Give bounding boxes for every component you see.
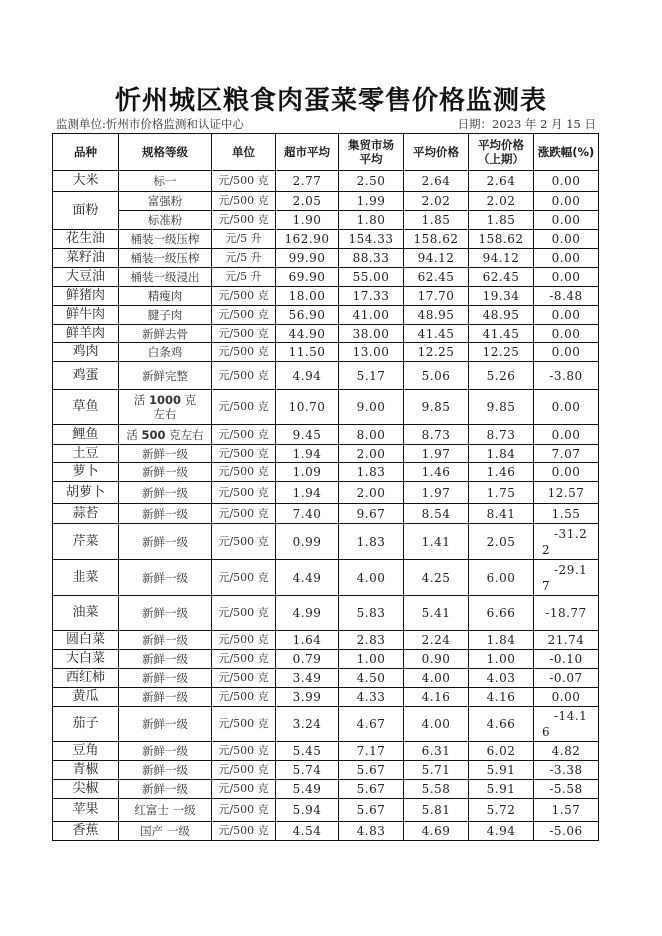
cell-avg-price: 5.58 [404,780,469,799]
cell-unit: 元/500 克 [212,306,276,325]
cell-prev-avg-price: 6.66 [469,596,534,631]
col-header-supermarket: 超市平均 [276,134,339,171]
cell-prev-avg-price: 4.16 [469,688,534,707]
cell-market-avg: 4.33 [339,688,404,707]
cell-change-pct: 7.07 [534,445,599,463]
cell-market-avg: 4.67 [339,707,404,742]
cell-prev-avg-price: 1.84 [469,445,534,463]
cell-market-avg: 4.00 [339,560,404,596]
cell-supermarket-avg: 1.64 [276,631,339,650]
cell-prev-avg-price: 19.34 [469,287,534,306]
cell-market-avg: 154.33 [339,230,404,249]
cell-unit: 元/500 克 [212,780,276,799]
table-row [53,631,599,650]
cell-supermarket-avg: 11.50 [276,343,339,362]
spec-suffix: 克左右 [165,427,204,442]
table-row [53,362,599,390]
cell-change-pct: 0.00 [534,211,599,230]
cell-change-pct: 0.00 [534,463,599,482]
table-row [53,707,599,742]
cell-supermarket-avg: 0.99 [276,524,339,560]
cell-change-pct: -18.77 [534,596,599,631]
cell-supermarket-avg: 5.45 [276,742,339,761]
cell-avg-price: 4.00 [404,669,469,688]
cell-change-pct: 1.57 [534,799,599,822]
cell-change-pct [534,707,599,742]
cell-unit: 元/500 克 [212,761,276,780]
table-row [53,524,599,560]
table-row [53,560,599,596]
cell-change-pct: -5.58 [534,780,599,799]
cell-supermarket-avg: 1.94 [276,445,339,463]
col-header-spec: 规格等级 [119,134,212,171]
cell-prev-avg-price: 2.64 [469,171,534,192]
cell-variety: 鲜猪肉 [53,287,119,306]
cell-change-pct: 1.55 [534,504,599,524]
cell-avg-price: 62.45 [404,268,469,287]
cell-avg-price: 2.64 [404,171,469,192]
cell-spec: 国产 一级 [119,822,212,841]
cell-unit: 元/500 克 [212,631,276,650]
table-row [53,669,599,688]
cell-variety: 胡萝卜 [53,482,119,504]
cell-change-pct [534,560,599,596]
cell-spec: 精瘦肉 [119,287,212,306]
cell-unit: 元/500 克 [212,799,276,822]
cell-market-avg: 5.17 [339,362,404,390]
table-row [53,742,599,761]
col-header-avg: 平均价格 [404,134,469,171]
col-header-prev-line1: 平均价格 [478,138,524,152]
cell-supermarket-avg: 4.49 [276,560,339,596]
table-row [53,390,599,425]
cell-variety: 萝卜 [53,463,119,482]
cell-spec [119,390,212,425]
cell-supermarket-avg: 3.24 [276,707,339,742]
cell-variety: 土豆 [53,445,119,463]
cell-prev-avg-price: 5.26 [469,362,534,390]
cell-variety: 鲜牛肉 [53,306,119,325]
cell-avg-price: 4.69 [404,822,469,841]
cell-supermarket-avg: 44.90 [276,325,339,343]
cell-variety: 茄子 [53,707,119,742]
cell-change-pct: 0.00 [534,192,599,211]
cell-avg-price: 4.25 [404,560,469,596]
cell-spec: 标准粉 [119,211,212,230]
table-row [53,287,599,306]
cell-variety: 蒜苔 [53,504,119,524]
cell-market-avg: 4.50 [339,669,404,688]
cell-market-avg: 9.67 [339,504,404,524]
cell-unit: 元/500 克 [212,560,276,596]
cell-prev-avg-price: 8.73 [469,425,534,445]
spec-number: 500 [141,427,166,442]
spec-number: 1000 [148,393,181,407]
cell-avg-price: 1.46 [404,463,469,482]
cell-variety: 鸡肉 [53,343,119,362]
change-value-wrapped: -29.17 [542,562,588,593]
table-row [53,325,599,343]
page-title: 忻州城区粮食肉蛋菜零售价格监测表 [114,86,547,116]
cell-variety: 大豆油 [53,268,119,287]
cell-unit: 元/500 克 [212,669,276,688]
cell-unit: 元/5 升 [212,249,276,268]
cell-prev-avg-price: 158.62 [469,230,534,249]
cell-unit: 元/500 克 [212,650,276,669]
cell-prev-avg-price: 4.03 [469,669,534,688]
cell-unit: 元/500 克 [212,287,276,306]
cell-change-pct: 0.00 [534,230,599,249]
col-header-unit: 单位 [212,134,276,171]
table-row [53,445,599,463]
cell-change-pct: 0.00 [534,306,599,325]
cell-market-avg: 38.00 [339,325,404,343]
cell-prev-avg-price: 94.12 [469,249,534,268]
cell-unit: 元/500 克 [212,325,276,343]
cell-unit: 元/500 克 [212,192,276,211]
cell-avg-price: 2.02 [404,192,469,211]
cell-spec: 新鲜一级 [119,482,212,504]
cell-unit: 元/500 克 [212,707,276,742]
cell-supermarket-avg: 2.77 [276,171,339,192]
cell-variety: 大白菜 [53,650,119,669]
cell-prev-avg-price: 5.91 [469,761,534,780]
cell-spec: 新鲜一级 [119,688,212,707]
table-row [53,425,599,445]
cell-unit: 元/5 升 [212,230,276,249]
cell-market-avg: 1.83 [339,524,404,560]
cell-avg-price: 6.31 [404,742,469,761]
cell-change-pct: 12.57 [534,482,599,504]
cell-spec: 新鲜一级 [119,560,212,596]
cell-spec: 新鲜一级 [119,650,212,669]
cell-spec: 白条鸡 [119,343,212,362]
cell-prev-avg-price: 41.45 [469,325,534,343]
cell-spec: 标一 [119,171,212,192]
cell-spec: 新鲜一级 [119,463,212,482]
table-row [53,306,599,325]
cell-change-pct: 0.00 [534,390,599,425]
table-row [53,596,599,631]
cell-market-avg: 41.00 [339,306,404,325]
cell-variety: 鲤鱼 [53,425,119,445]
cell-variety: 豆角 [53,742,119,761]
spec-prefix: 活 [126,427,142,442]
cell-spec: 新鲜一级 [119,707,212,742]
cell-unit: 元/500 克 [212,445,276,463]
cell-avg-price: 4.16 [404,688,469,707]
cell-supermarket-avg: 69.90 [276,268,339,287]
cell-variety: 菜籽油 [53,249,119,268]
cell-prev-avg-price: 4.66 [469,707,534,742]
table-row [53,780,599,799]
cell-spec: 新鲜一级 [119,669,212,688]
table-row [53,230,599,249]
cell-spec: 新鲜一级 [119,742,212,761]
cell-supermarket-avg: 4.54 [276,822,339,841]
cell-avg-price: 94.12 [404,249,469,268]
spec-prefix: 活 [133,393,149,407]
cell-market-avg: 17.33 [339,287,404,306]
cell-spec: 新鲜一级 [119,445,212,463]
cell-prev-avg-price: 1.75 [469,482,534,504]
cell-supermarket-avg: 3.49 [276,669,339,688]
cell-spec: 桶装一级浸出 [119,268,212,287]
cell-prev-avg-price: 1.84 [469,631,534,650]
cell-change-pct: -0.10 [534,650,599,669]
cell-prev-avg-price: 6.00 [469,560,534,596]
cell-avg-price: 1.97 [404,482,469,504]
col-header-prev-line2: （上期） [478,152,524,166]
cell-market-avg: 13.00 [339,343,404,362]
cell-change-pct: -3.80 [534,362,599,390]
cell-variety: 尖椒 [53,780,119,799]
table-row [53,463,599,482]
cell-change-pct: 0.00 [534,343,599,362]
cell-variety: 鸡蛋 [53,362,119,390]
cell-prev-avg-price: 62.45 [469,268,534,287]
cell-unit: 元/500 克 [212,688,276,707]
cell-spec: 新鲜一级 [119,761,212,780]
cell-prev-avg-price: 1.85 [469,211,534,230]
cell-market-avg: 7.17 [339,742,404,761]
cell-avg-price: 5.71 [404,761,469,780]
cell-market-avg: 2.00 [339,445,404,463]
cell-supermarket-avg: 5.94 [276,799,339,822]
cell-change-pct: -3.38 [534,761,599,780]
cell-change-pct: 0.00 [534,688,599,707]
table-row [53,192,599,211]
cell-avg-price: 8.73 [404,425,469,445]
cell-avg-price: 48.95 [404,306,469,325]
table-row [53,268,599,287]
cell-variety: 韭菜 [53,560,119,596]
cell-variety: 苹果 [53,799,119,822]
change-value-wrapped: -31.22 [542,526,588,557]
cell-avg-price: 8.54 [404,504,469,524]
cell-change-pct: 4.82 [534,742,599,761]
cell-market-avg: 5.83 [339,596,404,631]
table-row [53,343,599,362]
cell-avg-price: 0.90 [404,650,469,669]
cell-change-pct: 0.00 [534,325,599,343]
cell-variety: 西红柿 [53,669,119,688]
cell-market-avg: 2.50 [339,171,404,192]
change-value-wrapped: -14.16 [542,709,588,739]
table-row [53,799,599,822]
cell-prev-avg-price: 2.05 [469,524,534,560]
cell-supermarket-avg: 3.99 [276,688,339,707]
cell-market-avg: 1.83 [339,463,404,482]
table-row [53,171,599,192]
cell-variety: 草鱼 [53,390,119,425]
cell-variety: 油菜 [53,596,119,631]
report-date: 日期：2023 年 2 月 15 日 [457,117,596,131]
cell-avg-price: 5.41 [404,596,469,631]
cell-supermarket-avg: 7.40 [276,504,339,524]
cell-avg-price: 9.85 [404,390,469,425]
cell-avg-price: 158.62 [404,230,469,249]
cell-spec: 新鲜一级 [119,596,212,631]
cell-change-pct: -8.48 [534,287,599,306]
cell-supermarket-avg: 1.09 [276,463,339,482]
cell-change-pct: 0.00 [534,268,599,287]
cell-unit: 元/500 克 [212,463,276,482]
cell-unit: 元/500 克 [212,343,276,362]
cell-supermarket-avg: 10.70 [276,390,339,425]
cell-supermarket-avg: 4.94 [276,362,339,390]
cell-spec: 新鲜一级 [119,780,212,799]
cell-spec: 新鲜一级 [119,504,212,524]
cell-unit: 元/500 克 [212,171,276,192]
cell-unit: 元/500 克 [212,362,276,390]
cell-unit: 元/500 克 [212,596,276,631]
cell-variety: 香蕉 [53,822,119,841]
cell-variety: 花生油 [53,230,119,249]
cell-market-avg: 1.00 [339,650,404,669]
monitoring-unit: 监测单位:忻州市价格监测和认证中心 [56,117,244,131]
price-table [52,133,599,841]
col-header-prev [469,134,534,171]
cell-spec: 新鲜一级 [119,631,212,650]
col-header-market [339,134,404,171]
cell-change-pct [534,524,599,560]
table-row [53,650,599,669]
cell-spec: 新鲜一级 [119,524,212,560]
cell-unit: 元/500 克 [212,822,276,841]
cell-change-pct: -0.07 [534,669,599,688]
cell-prev-avg-price: 12.25 [469,343,534,362]
cell-prev-avg-price: 9.85 [469,390,534,425]
cell-prev-avg-price: 1.46 [469,463,534,482]
table-row [53,688,599,707]
spec-suffix: 克左右 [153,393,197,421]
cell-unit: 元/500 克 [212,524,276,560]
cell-unit: 元/500 克 [212,482,276,504]
cell-spec: 桶装一级压榨 [119,249,212,268]
cell-supermarket-avg: 9.45 [276,425,339,445]
cell-spec: 红富士 一级 [119,799,212,822]
cell-supermarket-avg: 18.00 [276,287,339,306]
col-header-variety: 品种 [53,134,119,171]
cell-market-avg: 4.83 [339,822,404,841]
cell-market-avg: 2.00 [339,482,404,504]
cell-variety: 鲜羊肉 [53,325,119,343]
cell-variety: 大米 [53,171,119,192]
cell-unit: 元/500 克 [212,390,276,425]
cell-avg-price: 5.81 [404,799,469,822]
cell-change-pct: 0.00 [534,249,599,268]
cell-spec [119,425,212,445]
col-header-market-line2: 平均 [359,152,383,166]
cell-variety: 面粉 [53,192,119,230]
cell-prev-avg-price: 4.94 [469,822,534,841]
cell-unit: 元/500 克 [212,211,276,230]
cell-market-avg: 9.00 [339,390,404,425]
cell-supermarket-avg: 1.94 [276,482,339,504]
cell-variety: 青椒 [53,761,119,780]
cell-supermarket-avg: 4.99 [276,596,339,631]
cell-supermarket-avg: 56.90 [276,306,339,325]
cell-variety: 黄瓜 [53,688,119,707]
cell-avg-price: 4.00 [404,707,469,742]
cell-prev-avg-price: 5.91 [469,780,534,799]
cell-market-avg: 1.80 [339,211,404,230]
cell-supermarket-avg: 162.90 [276,230,339,249]
cell-unit: 元/500 克 [212,504,276,524]
cell-spec: 新鲜完整 [119,362,212,390]
col-header-change: 涨跌幅(%) [534,134,599,171]
cell-market-avg: 8.00 [339,425,404,445]
cell-avg-price: 1.97 [404,445,469,463]
cell-variety: 芹菜 [53,524,119,560]
cell-avg-price: 2.24 [404,631,469,650]
cell-change-pct: 0.00 [534,171,599,192]
cell-avg-price: 41.45 [404,325,469,343]
cell-unit: 元/500 克 [212,742,276,761]
cell-supermarket-avg: 99.90 [276,249,339,268]
cell-unit: 元/500 克 [212,425,276,445]
cell-market-avg: 88.33 [339,249,404,268]
cell-unit: 元/5 升 [212,268,276,287]
cell-avg-price: 1.85 [404,211,469,230]
cell-avg-price: 5.06 [404,362,469,390]
cell-supermarket-avg: 2.05 [276,192,339,211]
cell-variety: 圆白菜 [53,631,119,650]
table-row [53,211,599,230]
col-header-market-line1: 集贸市场 [348,138,394,152]
cell-spec: 腱子肉 [119,306,212,325]
cell-change-pct: 0.00 [534,425,599,445]
cell-market-avg: 2.83 [339,631,404,650]
cell-prev-avg-price: 5.72 [469,799,534,822]
cell-avg-price: 1.41 [404,524,469,560]
cell-spec: 富强粉 [119,192,212,211]
cell-supermarket-avg: 5.49 [276,780,339,799]
cell-prev-avg-price: 6.02 [469,742,534,761]
cell-prev-avg-price: 2.02 [469,192,534,211]
cell-market-avg: 5.67 [339,799,404,822]
cell-avg-price: 12.25 [404,343,469,362]
table-row [53,761,599,780]
table-row [53,482,599,504]
cell-market-avg: 5.67 [339,780,404,799]
cell-prev-avg-price: 8.41 [469,504,534,524]
cell-market-avg: 1.99 [339,192,404,211]
cell-change-pct: -5.06 [534,822,599,841]
cell-spec: 新鲜去骨 [119,325,212,343]
cell-change-pct: 21.74 [534,631,599,650]
cell-spec: 桶装一级压榨 [119,230,212,249]
table-row [53,249,599,268]
cell-prev-avg-price: 1.00 [469,650,534,669]
table-row [53,504,599,524]
cell-market-avg: 55.00 [339,268,404,287]
cell-avg-price: 17.70 [404,287,469,306]
table-row [53,822,599,841]
cell-supermarket-avg: 5.74 [276,761,339,780]
cell-market-avg: 5.67 [339,761,404,780]
cell-supermarket-avg: 1.90 [276,211,339,230]
cell-supermarket-avg: 0.79 [276,650,339,669]
header-row [53,134,599,171]
cell-prev-avg-price: 48.95 [469,306,534,325]
